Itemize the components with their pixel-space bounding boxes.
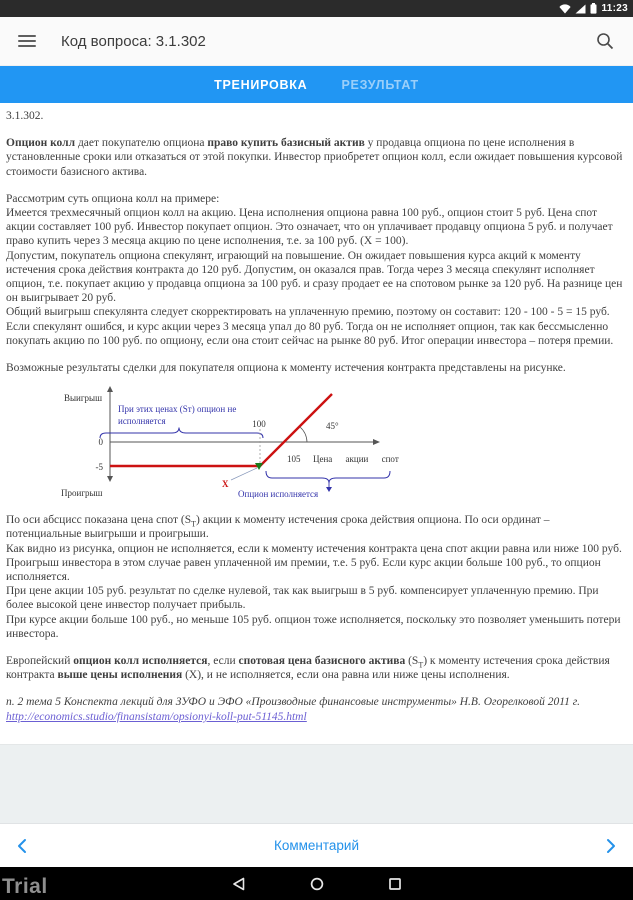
no-exercise-brace (100, 428, 263, 439)
no-exercise-label-line2: исполняется (118, 416, 166, 427)
footer-spacer (0, 744, 633, 823)
chart-tick-zero: 0 (98, 437, 103, 448)
exercise-label: Опцион исполняется (238, 489, 319, 500)
example-down-scenario: Если спекулянт ошибся, и курс акции через 3 месяца упал до 80 руб. Тогда он не исполняет опцион, так как бессмысленно покупать акцию по 100 руб. по опциону, если она стоит сейчас на рынке 80 руб. Итог операции инвестора – потеря премии. (6, 320, 614, 347)
menu-icon[interactable] (18, 35, 36, 47)
chart-ylabel-win: Выигрыш (64, 393, 103, 404)
comment-button[interactable]: Комментарий (273, 838, 360, 853)
question-code: 3.1.302. (6, 110, 44, 122)
search-icon[interactable] (595, 31, 615, 51)
android-nav-bar (0, 867, 633, 900)
back-icon[interactable] (231, 876, 247, 892)
example-setup: Имеется трехмесячный опцион колл на акцию. Цена исполнения опциона равна 100 руб., опцион стоит 5 руб. Цена спот акции составляет 100 руб. Инвестор покупает опцион. Это означает, что он уплачивает продавцу опциона 5 руб. и получает право купить через 3 месяца акцию по цене исполнения, т.е. за 100 руб. (X = 100). (6, 207, 613, 248)
page-title: Код вопроса: 3.1.302 (61, 32, 206, 50)
chart-tick-100: 100 (252, 419, 266, 430)
status-bar (0, 0, 633, 17)
text-blocks-after-figure (6, 513, 627, 724)
partial-exercise-note: При курсе акции больше 100 руб., но меньше 105 руб. опцион тоже исполняется, поскольку это позволяет уменьшить потери инвестора. (6, 613, 621, 640)
previous-question-icon[interactable] (16, 838, 30, 854)
text-blocks-before-figure (6, 109, 627, 375)
no-exercise-note: Как видно из рисунка, опцион не исполняется, если к моменту истечения контракта цена спот акции равна или ниже 100 руб. Проигрыш инвестора в этом случае равен уплаченной им премии, т.е. 5 руб. Если курс акции больше 100 руб., то опцион исполняется. (6, 542, 622, 584)
signal-icon (575, 4, 586, 14)
no-exercise-label-line1: При этих ценах (Sт) опцион не (118, 404, 237, 415)
battery-icon (590, 3, 597, 14)
example-net-result: Общий выигрыш спекулянта следует скорректировать на уплаченную премию, поэтому он составит: 120 - 100 - 5 = 15 руб. (6, 306, 610, 319)
exercise-brace (266, 471, 390, 483)
angle-arc (300, 427, 307, 442)
source-citation: п. 2 тема 5 Конспекта лекций для ЗУФО и ЭФО «Производные финансовые инструменты» Н.В. Огорелковой 2011 г. (6, 696, 580, 709)
chart-ylabel-loss: Проигрыш (61, 488, 103, 499)
chart-axes (107, 386, 380, 482)
tab-bar (0, 66, 633, 103)
tab-training[interactable]: ТРЕНИРОВКА (214, 77, 308, 92)
next-question-icon[interactable] (603, 838, 617, 854)
wifi-icon (559, 4, 571, 14)
tab-result[interactable]: РЕЗУЛЬТАТ (341, 77, 419, 92)
chart-tick-105: 105 (287, 454, 301, 465)
comment-bar (0, 823, 633, 867)
strike-symbol: X (222, 479, 229, 490)
option-payoff-chart (60, 383, 482, 509)
example-up-scenario: Допустим, покупатель опциона спекулянт, играющий на повышение. Он ожидает повышения курса акций к моменту истечения срока действия контракта до 120 руб. Допустим, он оказался прав. Тогда через 3 месяца спекулянт исполняет опцион, т.е. покупает акцию у продавца опциона за 100 руб. и сразу продает ее на спотовом рынке за 120 руб. На разнице цен он выигрывает 20 руб. (6, 249, 623, 305)
recent-apps-icon[interactable] (387, 876, 403, 892)
chart-tick-minus5: -5 (95, 462, 103, 473)
angle-label: 45° (326, 421, 339, 432)
chart-xlabel: Цена акции спот (313, 454, 399, 465)
trial-watermark: Trial (2, 875, 48, 898)
x-pointer-line (231, 468, 257, 480)
conclusion: Европейский опцион колл исполняется, если спотовая цена базисного актива $(S_T)$ к моменту истечения срока действия контракта выше цены исполнения (X), и не исполняется, если она равна или ниже цены исполнения. (6, 655, 610, 682)
breakeven-note: При цене акции 105 руб. результат по сделке нулевой, так как выигрыш в 5 руб. компенсирует уплаченную премию. При более высокой цене инвестор получает прибыль. (6, 585, 599, 612)
source-link[interactable]: http://economics.studio/finansistam/opsionyi-koll-put-51145.html (6, 710, 307, 723)
status-time: 11:23 (601, 3, 628, 14)
app-bar (0, 17, 633, 66)
home-icon[interactable] (309, 876, 325, 892)
figure-intro: Возможные результаты сделки для покупателя опциона к моменту истечения контракта представлены на рисунке. (6, 362, 566, 375)
question-content (0, 103, 633, 744)
intro-paragraph: Опцион колл дает покупателю опциона право купить базисный актив у продавца опциона по цене исполнения в установленные сроки или отказаться от этой покупки. Инвестор приобретет опцион колл, если ожидает повышения курсовой стоимости базисного актива. (6, 137, 623, 178)
example-intro: Рассмотрим суть опциона колл на примере: (6, 192, 220, 205)
axis-explanation: По оси абсцисс показана цена спот $(S_T)$ акции к моменту истечения срока действия опциона. По оси ординат – потенциальные выигрыши и проигрыши. (6, 514, 550, 541)
